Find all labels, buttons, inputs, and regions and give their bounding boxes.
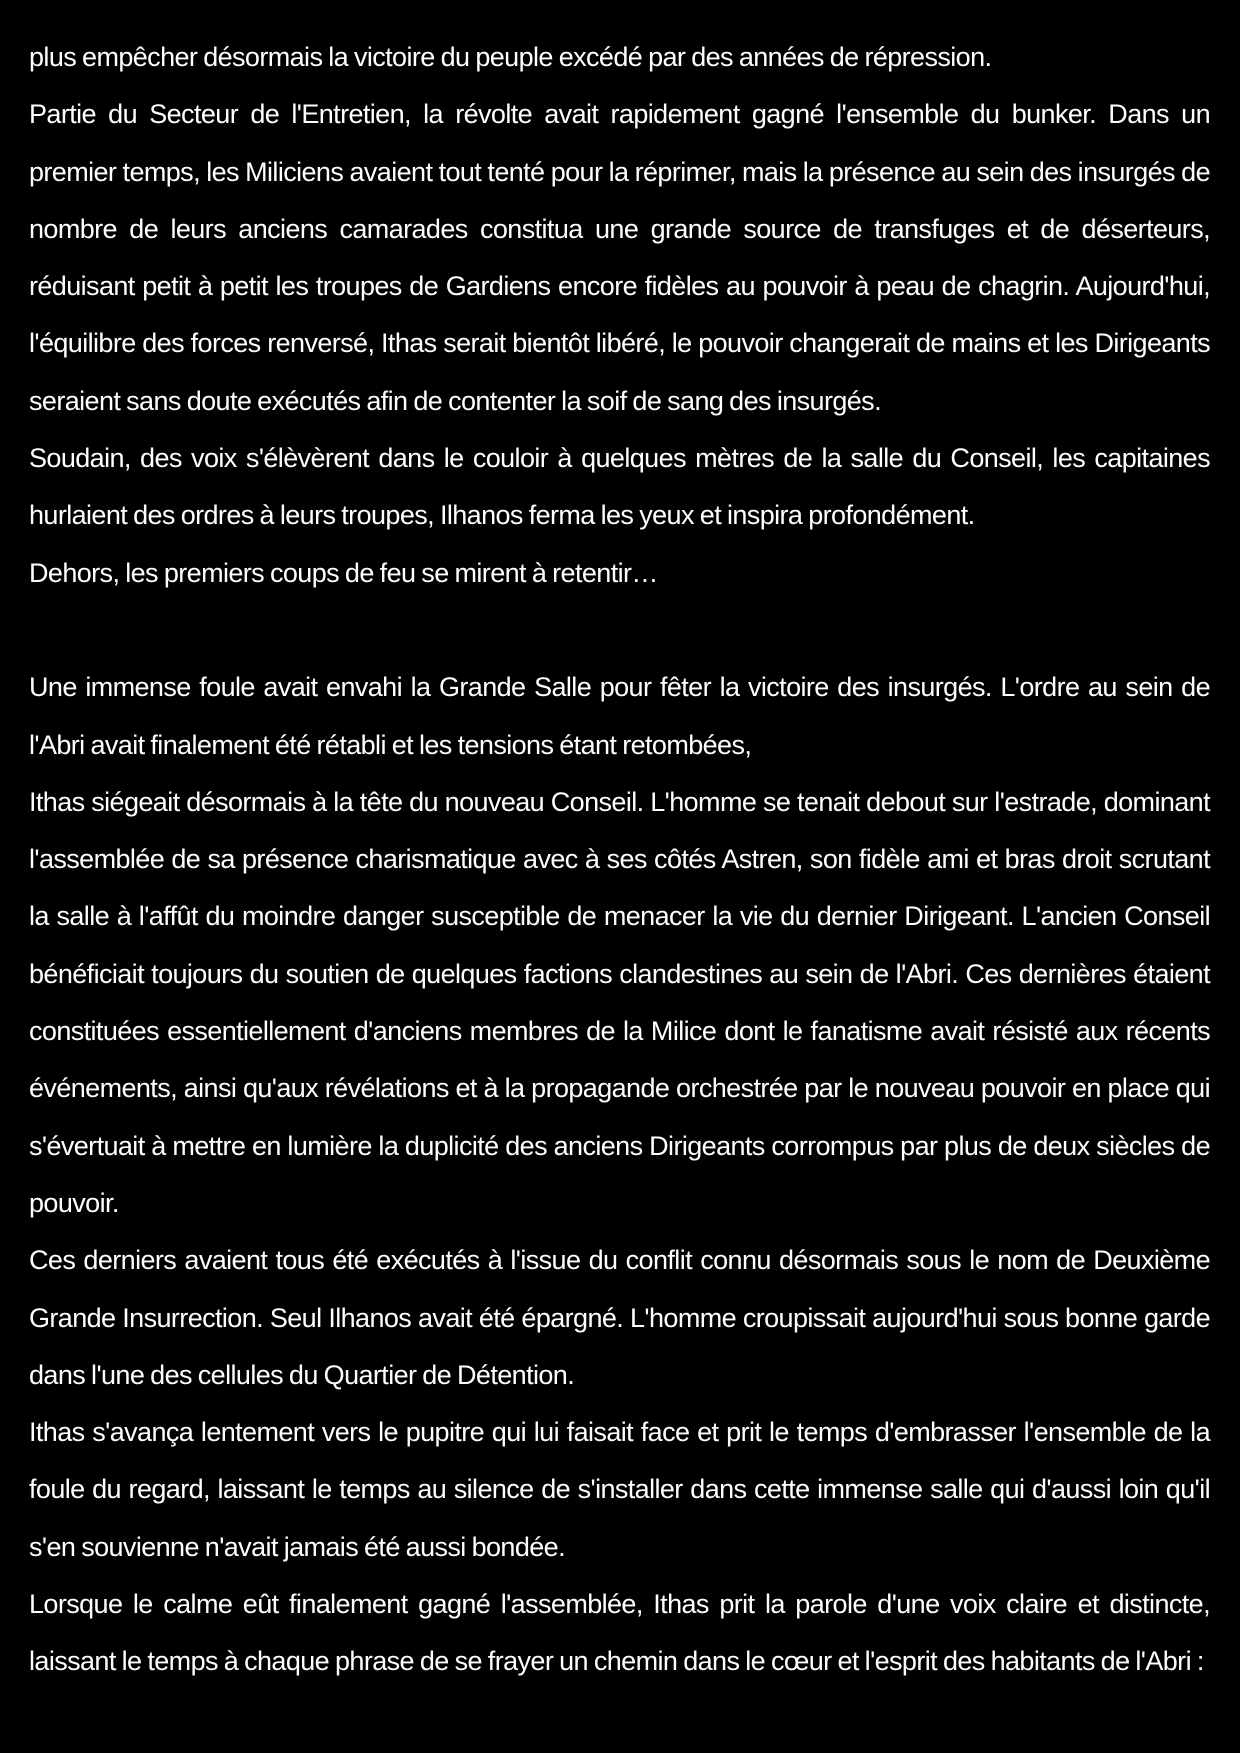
paragraph-5: Une immense foule avait envahi la Grande Salle pour fêter la victoire des insurgés. L'ordre au sein de l'Abri avait finalement été rétabli et les tensions étant retombées, [29,672,1210,760]
paragraph-3: Soudain, des voix s'élèvèrent dans le couloir à quelques mètres de la salle du Conseil, les capitaines hurlaient des ordres à leurs troupes, Ilhanos ferma les yeux et inspira profondément. [29,443,1210,531]
paragraph-2: Partie du Secteur de l'Entretien, la révolte avait rapidement gagné l'ensemble du bunker. Dans un premier temps, les Miliciens avaient tout tenté pour la réprimer, mais la présence au sein des insurgés de nombre de leurs anciens camarades constitua une grande source de transfuges et de déserteurs, réduisant petit à petit les troupes de Gardiens encore fidèles au pouvoir à peau de chagrin. Aujourd'hui, l'équilibre des forces renversé, Ithas serait bientôt libéré, le pouvoir changerait de mains et les Dirigeants seraient sans doute exécutés afin de contenter la soif de sang des insurgés. [29,99,1210,416]
paragraph-8: Ithas s'avança lentement vers le pupitre qui lui faisait face et prit le temps d'embrasser l'ensemble de la foule du regard, laissant le temps au silence de s'installer dans cette immense salle qui d'aussi loin qu'il s'en souvienne n'avait jamais été aussi bondée. [29,1417,1210,1562]
paragraph-7: Ces derniers avaient tous été exécutés à l'issue du conflit connu désormais sous le nom de Deuxième Grande Insurrection. Seul Ilhanos avait été épargné. L'homme croupissait aujourd'hui sous bonne garde dans l'une des cellules du Quartier de Détention. [29,1245,1210,1390]
document-page [29,29,1210,1691]
section-break [29,602,1210,659]
paragraph-6: Ithas siégeait désormais à la tête du nouveau Conseil. L'homme se tenait debout sur l'estrade, dominant l'assemblée de sa présence charismatique avec à ses côtés Astren, son fidèle ami et bras droit scrutant la salle à l'affût du moindre danger susceptible de menacer la vie du dernier Dirigeant. L'ancien Conseil bénéficiait toujours du soutien de quelques factions clandestines au sein de l'Abri. Ces dernières étaient constituées essentiellement d'anciens membres de la Milice dont le fanatisme avait résisté aux récents événements, ainsi qu'aux révélations et à la propagande orchestrée par le nouveau pouvoir en place qui s'évertuait à mettre en lumière la duplicité des anciens Dirigeants corrompus par plus de deux siècles de pouvoir. [29,786,1210,1218]
paragraph-9: Lorsque le calme eût finalement gagné l'assemblée, Ithas prit la parole d'une voix claire et distincte, laissant le temps à chaque phrase de se frayer un chemin dans le cœur et l'esprit des habitants de l'Abri : [29,1589,1210,1677]
paragraph-1: plus empêcher désormais la victoire du peuple excédé par des années de répression. [29,42,992,72]
paragraph-4: Dehors, les premiers coups de feu se mirent à retentir… [29,557,658,588]
